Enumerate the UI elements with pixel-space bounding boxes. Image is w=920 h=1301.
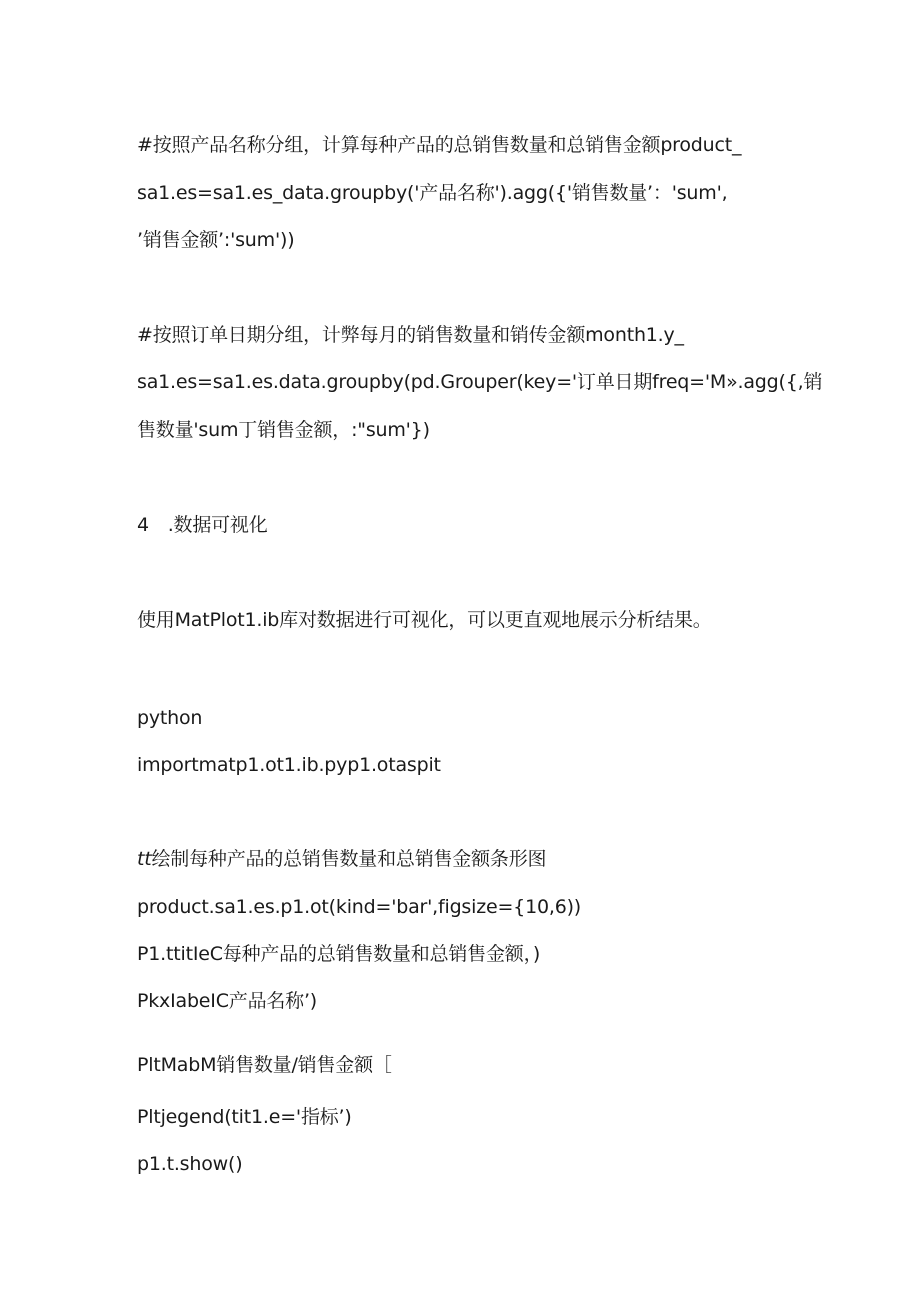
code-line-month-groupby: sa1.es=sa1.es.data.groupby(pd.Grouper(key='订单日期freq='M».agg({,销 bbox=[137, 371, 823, 393]
section-heading-visualization: 4 .数据可视化 bbox=[137, 514, 268, 536]
code-line-import: importmatp1.ot1.ib.pyp1.otaspit bbox=[137, 754, 441, 776]
code-line-product-groupby: sa1.es=sa1.es_data.groupby('产品名称').agg({'销售数量’：'sum', bbox=[137, 182, 728, 204]
code-language-label: python bbox=[137, 707, 203, 729]
code-line-title: P1.ttitIeC每种产品的总销售数量和总销售金额，) bbox=[137, 943, 541, 965]
code-line-plot: product.sa1.es.p1.ot(kind='bar',figsize={10,6)) bbox=[137, 896, 582, 918]
code-comment-group-by-product: #按照产品名称分组，计算每种产品的总销售数量和总销售金额product_ bbox=[137, 134, 742, 156]
code-line-product-agg: ’销售金额’:'sum')) bbox=[137, 229, 295, 251]
code-line-show: p1.t.show() bbox=[137, 1153, 243, 1175]
code-comment-bar-chart bbox=[137, 847, 546, 871]
comment-prefix: tt bbox=[137, 848, 152, 870]
code-comment-group-by-date: #按照订单日期分组，计弊每月的销售数量和销传金额month1.y_ bbox=[137, 324, 684, 346]
paragraph-matplotlib-intro: 使用MatPlot1.ib库对数据进行可视化，可以更直观地展示分析结果。 bbox=[137, 609, 712, 631]
code-line-ylabel: PltMabM销售数量/销售金额［ bbox=[137, 1054, 392, 1076]
comment-text: 绘制每种产品的总销售数量和总销售金额条形图 bbox=[151, 848, 547, 870]
code-line-month-agg: 售数量'sum丁销售金额，:"sum'}) bbox=[137, 419, 430, 441]
code-line-xlabel: PkxIabeIC产品名称’) bbox=[137, 990, 318, 1012]
code-line-legend: Pltjegend(tit1.e='指标’) bbox=[137, 1106, 352, 1128]
